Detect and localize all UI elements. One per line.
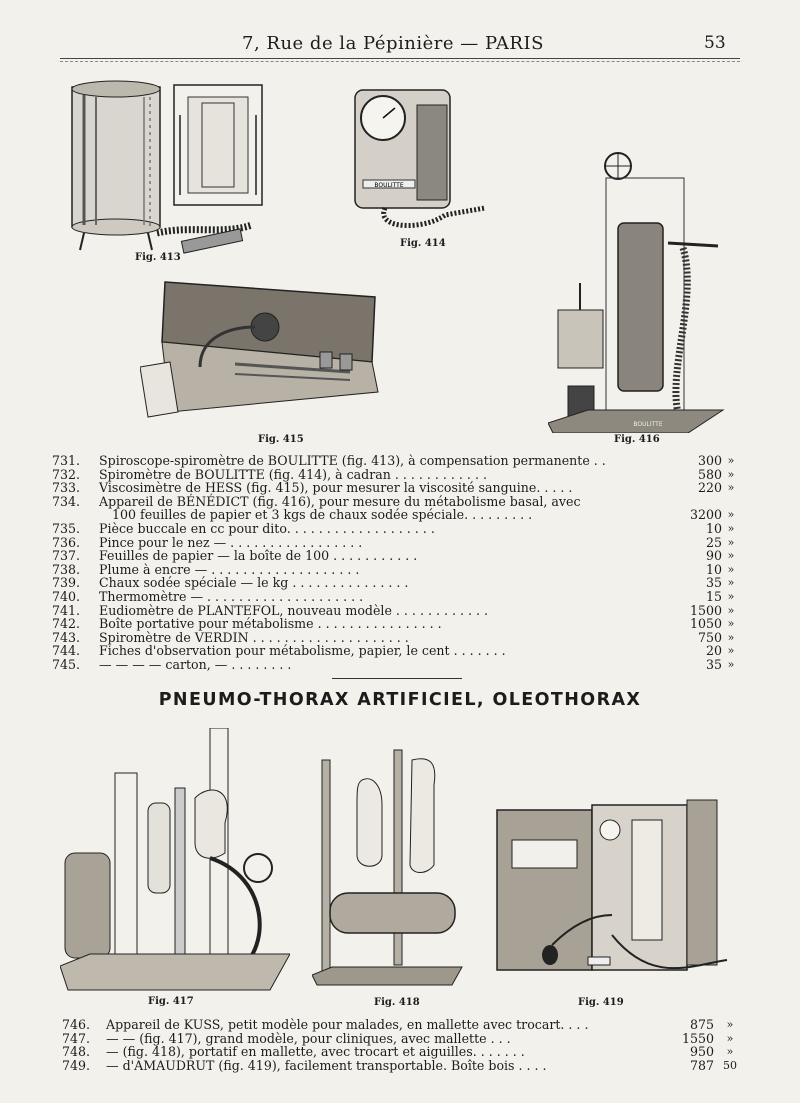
figure-418-portable-apparatus bbox=[312, 745, 472, 987]
figure-416-caption: Fig. 416 bbox=[614, 434, 660, 445]
catalog-row bbox=[62, 1018, 752, 1032]
item-price: 220 bbox=[697, 480, 722, 496]
item-description: Pince pour le nez — . . . . . . . . . . . . . . . . . bbox=[99, 534, 363, 550]
item-price: 10 bbox=[705, 561, 722, 577]
item-number: 749. bbox=[62, 1057, 91, 1073]
item-number: 738. bbox=[52, 561, 81, 577]
item-price: 3200 bbox=[689, 507, 722, 523]
item-description: Spiromètre de BOULITTE (fig. 414), à cadran . . . . . . . . . . . . bbox=[99, 466, 487, 482]
figure-418-caption: Fig. 418 bbox=[374, 997, 420, 1008]
figure-419-amaudrut-box bbox=[492, 785, 732, 985]
catalog-row bbox=[52, 644, 752, 658]
item-number: 740. bbox=[52, 588, 81, 604]
item-price: 90 bbox=[705, 548, 722, 564]
item-price-suffix: 50 bbox=[723, 1058, 737, 1072]
item-price: 15 bbox=[705, 588, 722, 604]
figure-415-viscosimeter-case bbox=[140, 272, 400, 422]
page-number: 53 bbox=[704, 33, 726, 53]
item-price-suffix: » bbox=[727, 617, 735, 631]
figure-414-plate: BOULITTE bbox=[374, 182, 404, 189]
item-number: 732. bbox=[52, 466, 81, 482]
item-price: 1050 bbox=[689, 616, 722, 632]
header-rule bbox=[60, 58, 740, 59]
item-price-suffix: » bbox=[727, 657, 735, 671]
item-price: 300 bbox=[697, 453, 722, 468]
page-title: 7, Rue de la Pépinière — PARIS bbox=[242, 33, 544, 54]
item-description: — d'AMAUDRUT (fig. 419), facilement transportable. Boîte bois . . . . bbox=[106, 1057, 547, 1073]
item-number: 736. bbox=[52, 534, 81, 550]
item-number: 747. bbox=[62, 1030, 91, 1046]
catalog-list-metabolism bbox=[52, 454, 752, 672]
item-price: 1550 bbox=[681, 1030, 714, 1046]
item-price-suffix: » bbox=[727, 549, 735, 563]
page-header bbox=[0, 30, 800, 60]
catalog-row bbox=[52, 549, 752, 563]
item-number: 745. bbox=[52, 656, 81, 672]
catalog-row bbox=[62, 1032, 752, 1046]
catalog-row bbox=[52, 563, 752, 577]
section-title: PNEUMO-THORAX ARTIFICIEL, OLEOTHORAX bbox=[158, 690, 642, 710]
catalog-row bbox=[52, 508, 752, 522]
catalog-row bbox=[52, 576, 752, 590]
item-price-suffix: » bbox=[727, 644, 735, 658]
item-price: 580 bbox=[697, 466, 722, 482]
item-price-suffix: » bbox=[727, 535, 735, 549]
item-price-suffix: » bbox=[727, 576, 735, 590]
item-description: Eudiomètre de PLANTEFOL, nouveau modèle . . . . . . . . . . . . bbox=[99, 602, 488, 618]
item-price-suffix: » bbox=[727, 589, 735, 603]
item-description: Spiromètre de VERDIN . . . . . . . . . . . . . . . . . . . . bbox=[99, 629, 409, 645]
item-number: 741. bbox=[52, 602, 81, 618]
item-description: Boîte portative pour métabolisme . . . . . . . . . . . . . . . . bbox=[99, 616, 442, 632]
catalog-row bbox=[52, 481, 752, 495]
item-price: 20 bbox=[705, 643, 722, 659]
figure-416-plate: BOULITTE bbox=[633, 421, 663, 428]
item-number: 733. bbox=[52, 480, 81, 496]
item-number: 735. bbox=[52, 520, 81, 536]
item-description: — — — — carton, — . . . . . . . . bbox=[99, 656, 292, 672]
item-description: Appareil de KUSS, petit modèle pour malades, en mallette avec trocart. . . . bbox=[106, 1017, 589, 1032]
item-description: Fiches d'observation pour métabolisme, papier, le cent . . . . . . . bbox=[99, 643, 506, 659]
item-description: — (fig. 418), portatif en mallette, avec trocart et aiguilles. . . . . . . bbox=[106, 1044, 525, 1060]
item-number: 746. bbox=[62, 1017, 91, 1032]
figure-414-caption: Fig. 414 bbox=[400, 238, 446, 249]
item-number: 739. bbox=[52, 575, 81, 591]
item-price: 35 bbox=[705, 575, 722, 591]
catalog-row bbox=[52, 522, 752, 536]
figure-416-benedict-apparatus bbox=[548, 148, 728, 433]
item-description: Appareil de BÉNÉDICT (fig. 416), pour mesure du métabolisme basal, avec bbox=[99, 493, 581, 509]
catalog-row bbox=[52, 631, 752, 645]
item-price: 787 bbox=[689, 1057, 714, 1073]
figure-415-caption: Fig. 415 bbox=[258, 434, 304, 445]
item-price-suffix: » bbox=[727, 481, 735, 495]
item-price: 750 bbox=[697, 629, 722, 645]
item-price: 10 bbox=[705, 520, 722, 536]
figure-413-spiroscope bbox=[62, 75, 272, 260]
item-number: 731. bbox=[52, 453, 81, 468]
item-price: 35 bbox=[705, 656, 722, 672]
item-price-suffix: » bbox=[727, 630, 735, 644]
item-price-suffix: » bbox=[727, 603, 735, 617]
catalog-row bbox=[52, 495, 752, 509]
catalog-row bbox=[52, 658, 752, 672]
item-description: Pièce buccale en cc pour dito. . . . . . . . . . . . . . . . . . . bbox=[99, 520, 435, 536]
catalog-row bbox=[52, 454, 752, 468]
item-price: 1500 bbox=[689, 602, 722, 618]
figure-414-spirometer bbox=[345, 80, 495, 240]
catalog-row bbox=[52, 590, 752, 604]
item-price-suffix: » bbox=[727, 521, 735, 535]
item-price-suffix: » bbox=[727, 467, 735, 481]
catalog-row bbox=[52, 536, 752, 550]
catalog-row bbox=[52, 604, 752, 618]
item-number: 742. bbox=[52, 616, 81, 632]
item-description: Feuilles de papier — la boîte de 100 . . . . . . . . . . . bbox=[99, 548, 418, 564]
item-number: 748. bbox=[62, 1044, 91, 1060]
item-price: 875 bbox=[689, 1017, 714, 1032]
item-number: 743. bbox=[52, 629, 81, 645]
item-description: Spiroscope-spiromètre de BOULITTE (fig. 413), à compensation permanente . . bbox=[99, 453, 606, 468]
item-description: 100 feuilles de papier et 3 kgs de chaux sodée spéciale. . . . . . . . . bbox=[112, 507, 533, 523]
item-number: 744. bbox=[52, 643, 81, 659]
catalog-row bbox=[52, 468, 752, 482]
item-price-suffix: » bbox=[727, 562, 735, 576]
catalog-list-pneumothorax bbox=[62, 1018, 752, 1072]
item-description: — — (fig. 417), grand modèle, pour cliniques, avec mallette . . . bbox=[106, 1030, 511, 1046]
item-number: 734. bbox=[52, 493, 81, 509]
figure-417-kuss-apparatus bbox=[60, 728, 290, 996]
item-description: Viscosimètre de HESS (fig. 415), pour mesurer la viscosité sanguine. . . . . bbox=[99, 480, 573, 496]
item-price: 25 bbox=[705, 534, 722, 550]
item-price: 950 bbox=[689, 1044, 714, 1060]
item-description: Plume à encre — . . . . . . . . . . . . . . . . . . . bbox=[99, 561, 360, 577]
figure-413-caption: Fig. 413 bbox=[135, 252, 181, 263]
catalog-row bbox=[62, 1059, 752, 1073]
item-description: Thermomètre — . . . . . . . . . . . . . . . . . . . . bbox=[99, 588, 364, 604]
item-price-suffix: » bbox=[727, 454, 735, 467]
catalog-row bbox=[52, 617, 752, 631]
section-divider bbox=[332, 678, 462, 679]
item-description: Chaux sodée spéciale — le kg . . . . . . . . . . . . . . . bbox=[99, 575, 409, 591]
catalog-row bbox=[62, 1045, 752, 1059]
item-price-suffix: » bbox=[726, 1045, 734, 1059]
figure-417-caption: Fig. 417 bbox=[148, 996, 194, 1007]
item-price-suffix: » bbox=[726, 1031, 734, 1045]
figure-419-caption: Fig. 419 bbox=[578, 997, 624, 1008]
item-number: 737. bbox=[52, 548, 81, 564]
item-price-suffix: » bbox=[726, 1018, 734, 1031]
header-rule-dashed bbox=[60, 61, 740, 62]
item-price-suffix: » bbox=[727, 508, 735, 522]
